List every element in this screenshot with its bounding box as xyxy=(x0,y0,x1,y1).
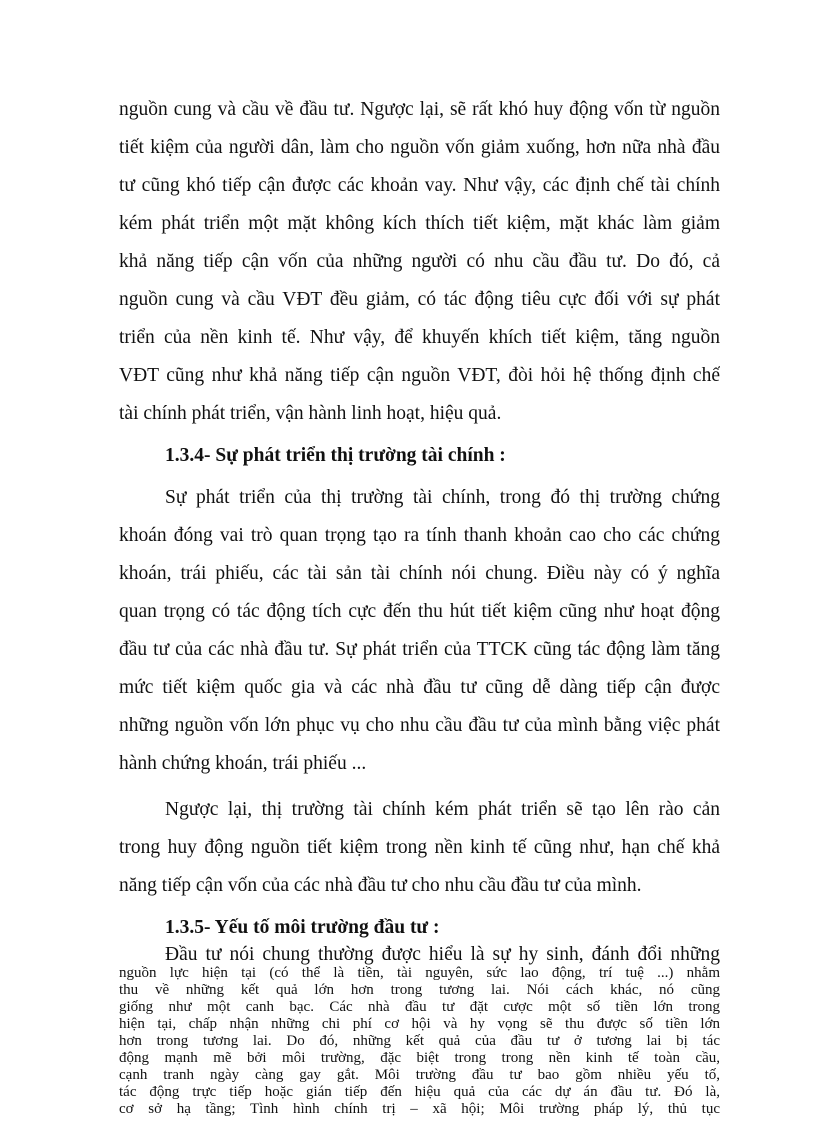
paragraph-line: khả năng tiếp cận vốn của những người có nhu cầu đầu tư. Do đó, cả xyxy=(119,251,720,272)
paragraph-line: mức tiết kiệm quốc gia và các nhà đầu tư cũng dễ dàng tiếp cận được xyxy=(119,677,720,698)
paragraph-line: Sự phát triển của thị trường tài chính, trong đó thị trường chứng xyxy=(165,487,720,508)
paragraph-line: hơn trong tương lai. Do đó, những kết quả của đầu tư ở tương lai bị tác xyxy=(119,1033,720,1049)
paragraph-line: tiết kiệm của người dân, làm cho nguồn vốn giảm xuống, hơn nữa nhà đầu xyxy=(119,137,720,158)
paragraph-line: tác động trực tiếp hoặc gián tiếp đến hiệu quả của các dự án đầu tư. Đó là, xyxy=(119,1084,720,1100)
paragraph-line: nguồn lực hiện tại (có thể là tiền, tài nguyên, sức lao động, trí tuệ ...) nhằm xyxy=(119,965,720,981)
section-heading-1-3-5: 1.3.5- Yếu tố môi trường đầu tư : xyxy=(165,917,440,938)
paragraph-line: thu về những kết quả lớn hơn trong tương lai. Nói cách khác, nó cũng xyxy=(119,982,720,998)
paragraph-line: tài chính phát triển, vận hành linh hoạt, hiệu quả. xyxy=(119,403,502,424)
paragraph-line: nguồn cung và cầu VĐT đều giảm, có tác động tiêu cực đối với sự phát xyxy=(119,289,720,310)
paragraph-line: trong huy động nguồn tiết kiệm trong nền kinh tế cũng như, hạn chế khả xyxy=(119,837,720,858)
paragraph-line: nguồn cung và cầu về đầu tư. Ngược lại, sẽ rất khó huy động vốn từ nguồn xyxy=(119,99,720,120)
paragraph-line: kém phát triển một mặt không kích thích tiết kiệm, mặt khác làm giảm xyxy=(119,213,720,234)
paragraph-line: năng tiếp cận vốn của các nhà đầu tư cho nhu cầu đầu tư của mình. xyxy=(119,875,642,896)
paragraph-line: cơ sở hạ tầng; Tình hình chính trị – xã hội; Môi trường pháp lý, thủ tục xyxy=(119,1101,720,1117)
paragraph-line: khoán đóng vai trò quan trọng tạo ra tính thanh khoản cao cho các chứng xyxy=(119,525,720,546)
paragraph-line: triển của nền kinh tế. Như vậy, để khuyến khích tiết kiệm, tăng nguồn xyxy=(119,327,720,348)
paragraph-line: hành chứng khoán, trái phiếu ... xyxy=(119,753,367,774)
paragraph-line: giống như một canh bạc. Các nhà đầu tư đặt cược một số tiền lớn trong xyxy=(119,999,720,1015)
paragraph-line: Đầu tư nói chung thường được hiểu là sự hy sinh, đánh đổi những xyxy=(165,945,720,965)
paragraph-line: tư cũng khó tiếp cận được các khoản vay. Như vậy, các định chế tài chính xyxy=(119,175,720,196)
paragraph-line: hiện tại, chấp nhận những chi phí cơ hội và hy vọng sẽ thu được số tiền lớn xyxy=(119,1016,720,1032)
paragraph-line: cạnh tranh ngày càng gay gắt. Môi trường đầu tư bao gồm nhiều yếu tố, xyxy=(119,1067,720,1083)
paragraph-line: Ngược lại, thị trường tài chính kém phát triển sẽ tạo lên rào cản xyxy=(165,799,720,820)
paragraph-line: những nguồn vốn lớn phục vụ cho nhu cầu đầu tư của mình bằng việc phát xyxy=(119,715,720,736)
paragraph-line: đầu tư của các nhà đầu tư. Sự phát triển của TTCK cũng tác động làm tăng xyxy=(119,639,720,660)
paragraph-line: động mạnh mẽ bởi môi trường, đặc biệt trong trong nền kinh tế toàn cầu, xyxy=(119,1050,720,1066)
paragraph-line: quan trọng có tác động tích cực đến thu hút tiết kiệm cũng như hoạt động xyxy=(119,601,720,622)
paragraph-line: VĐT cũng như khả năng tiếp cận nguồn VĐT, đòi hỏi hệ thống định chế xyxy=(119,365,720,386)
paragraph-line: khoán, trái phiếu, các tài sản tài chính nói chung. Điều này có ý nghĩa xyxy=(119,563,720,584)
section-heading-1-3-4: 1.3.4- Sự phát triển thị trường tài chính : xyxy=(165,445,506,466)
